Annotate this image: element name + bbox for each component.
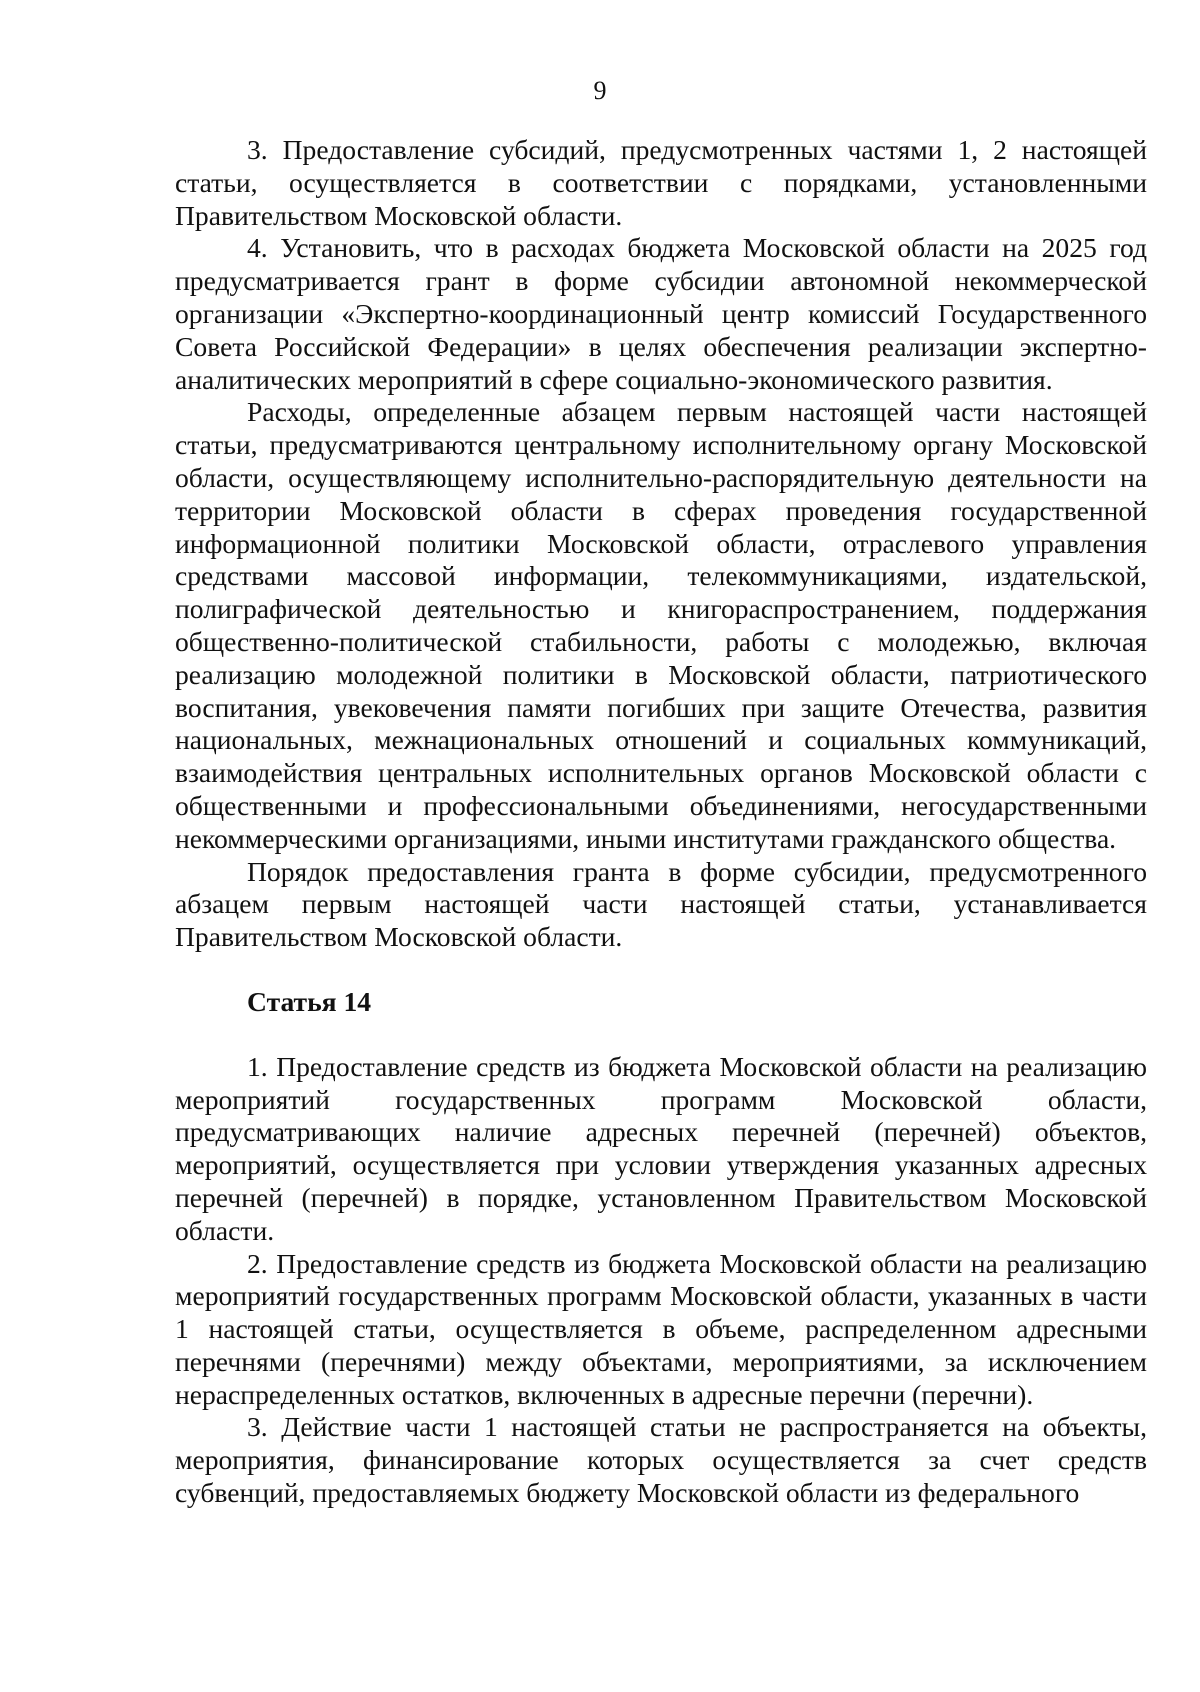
spacer [175, 1019, 1147, 1051]
paragraph-expenses: Расходы, определенные абзацем первым настоящей части настоящей статьи, предусматриваются центральному исполнительному органу Московской области, осуществляющему исполнительно-распорядительную деятельности на территории Московской области в сферах проведения государственной информационной политики Московской области, отраслевого управления средствами массовой информации, телекоммуникациями, издательской, полиграфической деятельностью и книгораспространением, поддержания общественно-политической стабильности, работы с молодежью, включая реализацию молодежной политики в Московской области, патриотического воспитания, увековечения памяти погибших при защите Отечества, развития национальных, межнациональных отношений и социальных коммуникаций, взаимодействия центральных исполнительных органов Московской области с общественными и профессиональными объединениями, негосударственными некоммерческими организациями, иными институтами гражданского общества. [175, 396, 1147, 854]
document-body [175, 134, 1147, 1510]
article-paragraph-3: 3. Действие части 1 настоящей статьи не распространяется на объекты, мероприятия, финансирование которых осуществляется за счет средств субвенций, предоставляемых бюджету Московской области из федерального [175, 1411, 1147, 1509]
spacer [175, 954, 1147, 986]
article-heading: Статья 14 [247, 985, 372, 1017]
paragraph-4-grant: 4. Установить, что в расходах бюджета Московской области на 2025 год предусматривается грант в форме субсидии автономной некоммерческой организации «Экспертно-координационный центр комиссий Государственного Совета Российской Федерации» в целях обеспечения реализации экспертно-аналитических мероприятий в сфере социально-экономического развития. [175, 232, 1147, 395]
paragraph-3-subsidies: 3. Предоставление субсидий, предусмотренных частями 1, 2 настоящей статьи, осуществляется в соответствии с порядками, установленными Правительством Московской области. [175, 134, 1147, 231]
article-paragraph-2: 2. Предоставление средств из бюджета Московской области на реализацию мероприятий государственных программ Московской области, указанных в части 1 настоящей статьи, осуществляется в объеме, распределенном адресными перечнями (перечнями) между объектами, мероприятиями, за исключением нераспределенных остатков, включенных в адресные перечни (перечни). [175, 1247, 1147, 1410]
page-number: 9 [593, 76, 607, 105]
paragraph-grant-procedure: Порядок предоставления гранта в форме субсидии, предусмотренного абзацем первым настоящей части настоящей статьи, устанавливается Правительством Московской области. [175, 855, 1147, 953]
article-paragraph-1: 1. Предоставление средств из бюджета Московской области на реализацию мероприятий государственных программ Московской области, предусматривающих наличие адресных перечней (перечней) объектов, мероприятий, осуществляется при условии утверждения указанных адресных перечней (перечней) в порядке, установленном Правительством Московской области. [175, 1050, 1147, 1246]
